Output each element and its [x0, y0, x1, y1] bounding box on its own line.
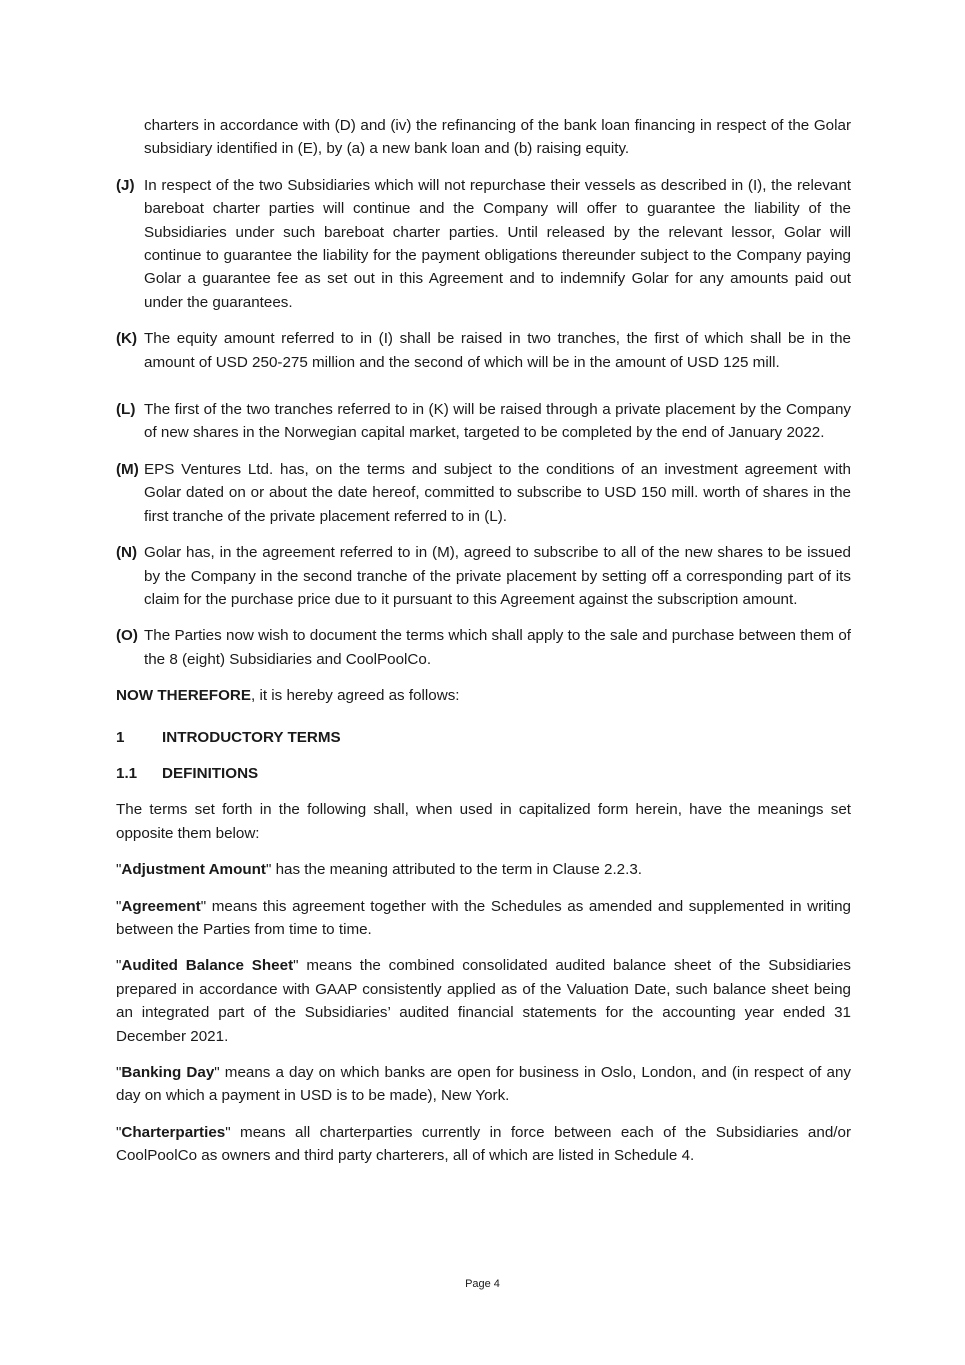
- definition-term: Audited Balance Sheet: [121, 957, 294, 975]
- recital-text: In respect of the two Subsidiaries which will not repurchase their vessels as described in (I), the relevant bareboat charter parties will continue and the Company will offer to guarantee the liability of the Subsidiaries under such bareboat charter parties. Until released by the relevant lessor, Golar will continue to guarantee the liability for the payment obligations thereunder subject to the Company paying Golar a guarantee fee as set out in this Agreement and to indemnify Golar for any amounts paid out under the guarantees.: [144, 176, 851, 311]
- recital-l: [116, 398, 851, 445]
- recital-n: [116, 541, 851, 611]
- definition-text: has the meaning attributed to the term in Clause 2.2.3.: [271, 861, 643, 879]
- recital-text: The Parties now wish to document the terms which shall apply to the sale and purchase between them of the 8 (eight) Subsidiaries and CoolPoolCo.: [144, 627, 851, 668]
- recital-label: (K): [116, 330, 138, 348]
- recital-label: (J): [116, 176, 135, 194]
- now-therefore-clause: [116, 684, 851, 707]
- definition-agreement: "Agreement" means this agreement together with the Schedules as amended and supplemented in writing between the Parties from time to time.: [116, 897, 851, 938]
- page-number: Page 4: [465, 1278, 500, 1290]
- recital-text: The first of the two tranches referred to in (K) will be raised through a private placement by the Company of new shares in the Norwegian capital market, targeted to be completed by the end of January 2022.: [144, 401, 851, 442]
- recital-o: [116, 624, 851, 671]
- recital-label: (O): [116, 627, 138, 645]
- recital-label: (L): [116, 401, 136, 419]
- recital-label: (N): [116, 544, 138, 562]
- recital-k: [116, 327, 851, 374]
- recital-continuation: charters in accordance with (D) and (iv) the refinancing of the bank loan financing in respect of the Golar subsidiary identified in (E), by (a) a new bank loan and (b) raising equity.: [144, 117, 851, 158]
- section-heading-1: [116, 726, 851, 749]
- now-therefore-bold: NOW THEREFORE: [116, 687, 251, 705]
- definition-term: Banking Day: [121, 1064, 215, 1081]
- definition-text: means all charterparties currently in force between each of the Subsidiaries and/or CoolPoolCo as owners and third party charterers, all of which are listed in Schedule 4.: [116, 1123, 851, 1165]
- now-therefore-rest: , it is hereby agreed as follows:: [251, 687, 460, 705]
- section-number: 1.1: [116, 764, 138, 782]
- section-title: DEFINITIONS: [162, 764, 259, 782]
- definition-text: means this agreement together with the Schedules as amended and supplemented in writing between the Parties from time to time.: [116, 897, 851, 938]
- definition-term: Agreement: [121, 897, 201, 915]
- section-heading-1-1: [116, 762, 851, 785]
- definitions-intro: The terms set forth in the following shall, when used in capitalized form herein, have the meanings set opposite them below:: [116, 801, 851, 842]
- section-number: 1: [116, 728, 125, 746]
- recital-m: [116, 458, 851, 528]
- section-title: INTRODUCTORY TERMS: [162, 728, 341, 746]
- definition-term: Charterparties: [121, 1123, 226, 1141]
- recital-text: EPS Ventures Ltd. has, on the terms and subject to the conditions of an investment agreement with Golar dated on or about the date hereof, committed to subscribe to USD 150 mill. worth of shares in the first tranche of the private placement referred to in (L).: [144, 460, 851, 525]
- definition-audited-balance-sheet: "Audited Balance Sheet" means the combined consolidated audited balance sheet of the Subsidiaries prepared in accordance with GAAP consistently applied as of the Valuation Date, such balance sheet being an integrated part of the Subsidiaries’ audited financial statements for the accounting year ended 31 December 2021.: [116, 957, 852, 1045]
- recital-text: The equity amount referred to in (I) shall be raised in two tranches, the first of which shall be in the amount of USD 250-275 million and the second of which will be in the amount of USD 125 mill.: [144, 330, 851, 371]
- definition-text: means the combined consolidated audited balance sheet of the Subsidiaries prepared in accordance with GAAP consistently applied as of the Valuation Date, such balance sheet being an integrated part of the Subsidiaries’ audited financial statements for the accounting year ended 31 December 2021.: [116, 957, 852, 1045]
- recital-label: (M): [116, 460, 139, 478]
- page-body: [116, 114, 851, 1181]
- definition-banking-day: "Banking Day" means a day on which banks are open for business in Oslo, London, and (in respect of any day on which a payment in USD is to be made), New York.: [116, 1064, 851, 1105]
- definition-charterparties: "Charterparties" means all charterparties currently in force between each of the Subsidiaries and/or CoolPoolCo as owners and third party charterers, all of which are listed in Schedule 4.: [116, 1123, 851, 1165]
- definition-text: means a day on which banks are open for business in Oslo, London, and (in respect of any day on which a payment in USD is to be made), New York.: [116, 1064, 851, 1105]
- recital-j: [116, 174, 851, 314]
- definition-adjustment-amount: "Adjustment Amount" has the meaning attributed to the term in Clause 2.2.3.: [116, 861, 643, 879]
- definition-term: Adjustment Amount: [121, 861, 266, 879]
- recital-text: Golar has, in the agreement referred to in (M), agreed to subscribe to all of the new shares to be issued by the Company in the second tranche of the private placement by setting off a corresponding part of its claim for the purchase price due to it pursuant to this Agreement against the subscription amount.: [144, 544, 851, 608]
